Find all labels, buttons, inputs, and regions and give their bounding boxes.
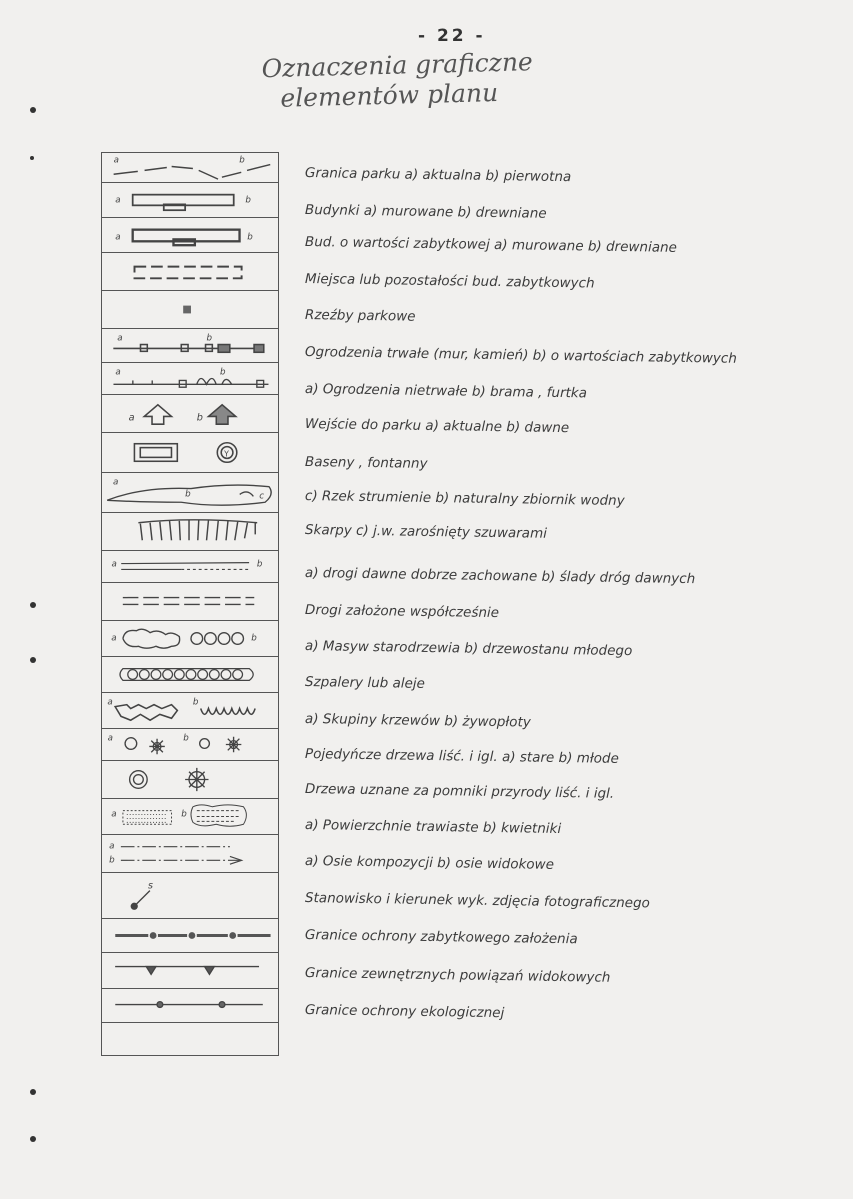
legend-empty-row bbox=[102, 1023, 278, 1057]
svg-text:b: b bbox=[251, 633, 257, 644]
legend-description: Drzewa uznane za pomniki przyrody liść. i igl. bbox=[304, 781, 615, 802]
legend-symbol-buildings bbox=[102, 183, 278, 218]
legend-description: Granice ochrony ekologicznej bbox=[304, 1002, 505, 1022]
legend-description: Granice ochrony zabytkowego założenia bbox=[304, 927, 578, 948]
legend-description: Granica parku a) aktualna b) pierwotna bbox=[304, 165, 572, 186]
legend-description: a) Skupiny krzewów b) żywopłoty bbox=[304, 711, 531, 731]
legend-symbol-ecological-protection bbox=[102, 989, 278, 1023]
legend-symbol-permanent-fence bbox=[102, 329, 278, 363]
legend-description: a) Powierzchnie trawiaste b) kwietniki bbox=[304, 817, 562, 838]
svg-text:b: b bbox=[181, 809, 187, 820]
legend-symbol-photo-point bbox=[102, 873, 278, 919]
legend-symbol-single-trees bbox=[102, 729, 278, 761]
page-number: - 22 - bbox=[418, 26, 486, 46]
svg-text:a: a bbox=[107, 733, 113, 744]
legend-description: a) Ogrodzenia nietrwałe b) brama , furtka bbox=[304, 381, 588, 402]
legend-description: Ogrodzenia trwałe (mur, kamień) b) o wartościach zabytkowych bbox=[304, 344, 737, 367]
legend-description: Budynki a) murowane b) drewniane bbox=[304, 202, 547, 222]
legend-symbol-tree-stands bbox=[102, 621, 278, 657]
legend-symbol-sculpture bbox=[102, 291, 278, 329]
legend-description: Stanowisko i kierunek wyk. zdjęcia fotograficznego bbox=[304, 890, 650, 912]
svg-text:b: b bbox=[245, 195, 251, 206]
legend-symbol-pools bbox=[102, 433, 278, 473]
punch-hole bbox=[30, 657, 36, 663]
legend-description: Baseny , fontanny bbox=[304, 454, 428, 472]
legend-symbol-tree-rows bbox=[102, 657, 278, 693]
title-line-1: Oznaczenia graficzne bbox=[261, 47, 534, 84]
svg-text:b: b bbox=[239, 155, 245, 166]
legend-description: c) Rzek strumienie b) naturalny zbiornik wodny bbox=[304, 488, 625, 510]
svg-text:a: a bbox=[109, 841, 115, 852]
legend-description: a) Osie kompozycji b) osie widokowe bbox=[304, 853, 555, 873]
svg-text:a: a bbox=[117, 333, 123, 344]
svg-text:a: a bbox=[115, 232, 121, 243]
punch-hole bbox=[30, 1136, 36, 1142]
legend-symbol-modern-roads bbox=[102, 583, 278, 621]
svg-text:b: b bbox=[206, 333, 213, 344]
punch-hole bbox=[30, 1089, 36, 1095]
legend-description: Granice zewnętrznych powiązań widokowych bbox=[304, 965, 611, 986]
legend-description: Szpalery lub aleje bbox=[304, 674, 426, 692]
legend-symbol-monument-trees bbox=[102, 761, 278, 799]
punch-hole bbox=[30, 107, 36, 113]
legend-symbol-shrubs bbox=[102, 693, 278, 729]
svg-text:a: a bbox=[111, 809, 117, 820]
legend-symbol-axes bbox=[102, 835, 278, 873]
svg-text:b: b bbox=[256, 559, 263, 570]
punch-hole bbox=[30, 602, 36, 608]
legend-symbol-building-remains bbox=[102, 253, 278, 291]
svg-text:a: a bbox=[111, 633, 117, 644]
svg-text:a: a bbox=[112, 477, 119, 488]
svg-text:b: b bbox=[185, 489, 191, 500]
legend-description: Miejsca lub pozostałości bud. zabytkowych bbox=[304, 271, 595, 292]
legend-table bbox=[101, 152, 279, 1056]
svg-text:a: a bbox=[115, 195, 121, 206]
svg-text:Y: Y bbox=[224, 449, 229, 459]
legend-description: a) drogi dawne dobrze zachowane b) ślady dróg dawnych bbox=[304, 565, 696, 588]
svg-text:a: a bbox=[107, 697, 113, 708]
punch-hole bbox=[30, 156, 34, 160]
legend-description: Drogi założone współcześnie bbox=[304, 602, 500, 622]
svg-text:a: a bbox=[128, 412, 135, 424]
legend-symbol-historic-buildings bbox=[102, 218, 278, 253]
svg-text:b: b bbox=[220, 367, 226, 378]
svg-text:b: b bbox=[196, 412, 203, 424]
svg-text:b: b bbox=[183, 733, 189, 744]
legend-description: Skarpy c) j.w. zarośnięty szuwarami bbox=[304, 522, 548, 542]
legend-symbol-water bbox=[102, 473, 278, 513]
legend-description: a) Masyw starodrzewia b) drzewostanu młodego bbox=[304, 638, 633, 660]
svg-text:s: s bbox=[147, 880, 154, 892]
legend-symbol-slopes bbox=[102, 513, 278, 551]
legend-symbol-park-entrance bbox=[102, 395, 278, 433]
legend-description: Bud. o wartości zabytkowej a) murowane b) drewniane bbox=[304, 234, 678, 256]
legend-symbol-monument-protection bbox=[102, 919, 278, 953]
svg-text:b: b bbox=[109, 855, 115, 866]
legend-description: Pojedyńcze drzewa liść. i igl. a) stare b) młode bbox=[304, 746, 619, 767]
legend-symbol-view-connections bbox=[102, 953, 278, 989]
svg-text:c: c bbox=[259, 491, 265, 502]
svg-text:b: b bbox=[192, 697, 199, 708]
legend-symbol-temporary-fence bbox=[102, 363, 278, 395]
legend-description: Wejście do parku a) aktualne b) dawne bbox=[304, 416, 570, 437]
svg-text:a: a bbox=[111, 559, 117, 570]
legend-symbol-park-border bbox=[102, 153, 278, 183]
legend-symbol-old-roads bbox=[102, 551, 278, 583]
legend-description: Rzeźby parkowe bbox=[304, 307, 416, 325]
svg-text:a: a bbox=[113, 155, 119, 166]
svg-text:a: a bbox=[115, 367, 121, 378]
legend-symbol-grass-surfaces bbox=[102, 799, 278, 835]
page-title bbox=[261, 46, 582, 114]
svg-text:b: b bbox=[247, 232, 253, 243]
title-line-2: elementów planu bbox=[280, 78, 499, 113]
